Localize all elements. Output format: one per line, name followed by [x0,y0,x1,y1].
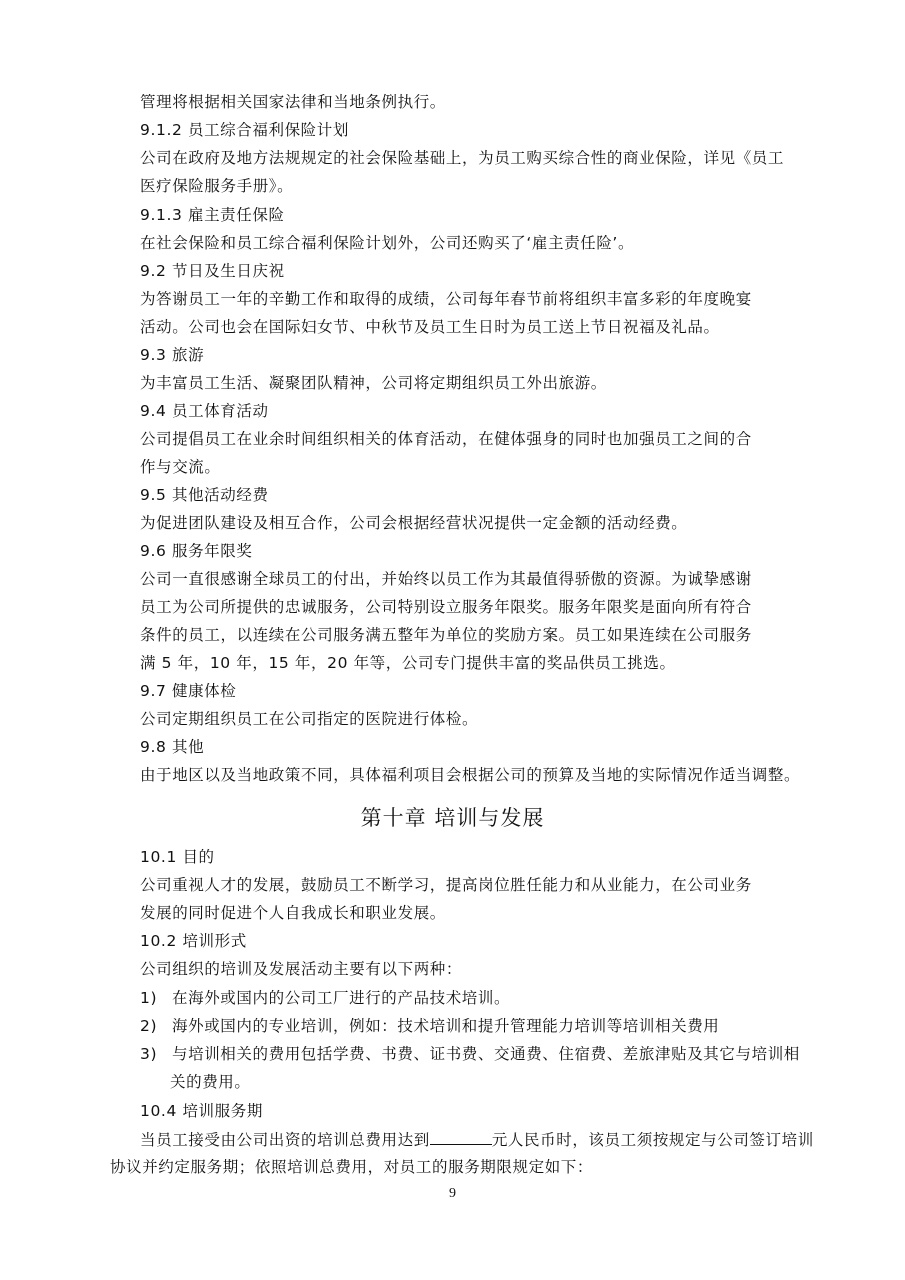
section-heading-9-6: 9.6 服务年限奖 [140,542,253,560]
section-heading-10-4: 10.4 培训服务期 [140,1102,263,1120]
paragraph-line [140,1129,814,1150]
page-number: 9 [449,1186,456,1201]
paragraph-line: 作与交流。 [140,458,221,476]
paragraph-line: 为丰富员工生活、凝聚团队精神，公司将定期组织员工外出旅游。 [140,374,607,392]
section-heading-9-5: 9.5 其他活动经费 [140,486,269,504]
paragraph-line: 协议并约定服务期；依照培训总费用，对员工的服务期限规定如下： [110,1158,594,1176]
paragraph-line: 条件的员工，以连续在公司服务满五整年为单位的奖励方案。员工如果连续在公司服务 [140,626,752,644]
paragraph-text: 元人民币时，该员工须按规定与公司签订培训 [491,1131,814,1149]
paragraph-line: 公司提倡员工在业余时间组织相关的体育活动，在健体强身的同时也加强员工之间的合 [140,430,752,448]
paragraph-line: 在社会保险和员工综合福利保险计划外，公司还购买了‘雇主责任险’。 [140,234,635,252]
chapter-title: 第十章 培训与发展 [360,806,545,830]
list-item [140,1044,800,1064]
paragraph-line: 员工为公司所提供的忠诚服务，公司特别设立服务年限奖。服务年限奖是面向所有符合 [140,598,752,616]
paragraph-line: 活动。公司也会在国际妇女节、中秋节及员工生日时为员工送上节日祝福及礼品。 [140,318,720,336]
list-item-number: 2) [140,1017,158,1035]
list-item-text: 在海外或国内的公司工厂进行的产品技术培训。 [172,989,511,1007]
list-item [140,988,510,1008]
section-heading-10-2: 10.2 培训形式 [140,932,247,950]
paragraph-line: 为促进团队建设及相互合作，公司会根据经营状况提供一定金额的活动经费。 [140,514,688,532]
section-heading-9-1-2: 9.1.2 员工综合福利保险计划 [140,121,349,139]
paragraph-line: 公司在政府及地方法规规定的社会保险基础上，为员工购买综合性的商业保险，详见《员工 [140,149,785,167]
section-heading-9-2: 9.2 节日及生日庆祝 [140,262,285,280]
section-heading-9-4: 9.4 员工体育活动 [140,402,269,420]
list-item-number: 3) [140,1045,158,1063]
paragraph-line: 满 5 年，10 年，15 年，20 年等，公司专门提供丰富的奖品供员工挑选。 [140,654,676,672]
section-heading-9-7: 9.7 健康体检 [140,682,237,700]
fill-in-blank [430,1129,492,1145]
list-item-text: 海外或国内的专业培训，例如：技术培训和提升管理能力培训等培训相关费用 [172,1017,720,1035]
paragraph-line: 公司定期组织员工在公司指定的医院进行体检。 [140,710,479,728]
paragraph-line: 管理将根据相关国家法律和当地条例执行。 [140,93,446,111]
paragraph-line: 医疗保险服务手册》。 [140,177,294,195]
section-heading-9-3: 9.3 旅游 [140,346,205,364]
paragraph-text: 当员工接受由公司出资的培训总费用达到 [140,1131,430,1149]
paragraph-line: 公司组织的培训及发展活动主要有以下两种： [140,960,463,978]
section-heading-9-8: 9.8 其他 [140,738,205,756]
list-item [140,1016,719,1036]
list-item-text: 与培训相关的费用包括学费、书费、证书费、交通费、住宿费、差旅津贴及其它与培训相 [172,1045,800,1063]
paragraph-line: 公司一直很感谢全球员工的付出，并始终以员工作为其最值得骄傲的资源。为诚挚感谢 [140,570,752,588]
paragraph-line: 为答谢员工一年的辛勤工作和取得的成绩，公司每年春节前将组织丰富多彩的年度晚宴 [140,290,752,308]
list-item-continuation: 关的费用。 [170,1073,251,1091]
list-item-number: 1) [140,989,158,1007]
section-heading-10-1: 10.1 目的 [140,848,215,866]
paragraph-line: 由于地区以及当地政策不同，具体福利项目会根据公司的预算及当地的实际情况作适当调整。 [140,766,801,784]
paragraph-line: 发展的同时促进个人自我成长和职业发展。 [140,904,446,922]
paragraph-line: 公司重视人才的发展，鼓励员工不断学习，提高岗位胜任能力和从业能力，在公司业务 [140,876,752,894]
section-heading-9-1-3: 9.1.3 雇主责任保险 [140,206,285,224]
